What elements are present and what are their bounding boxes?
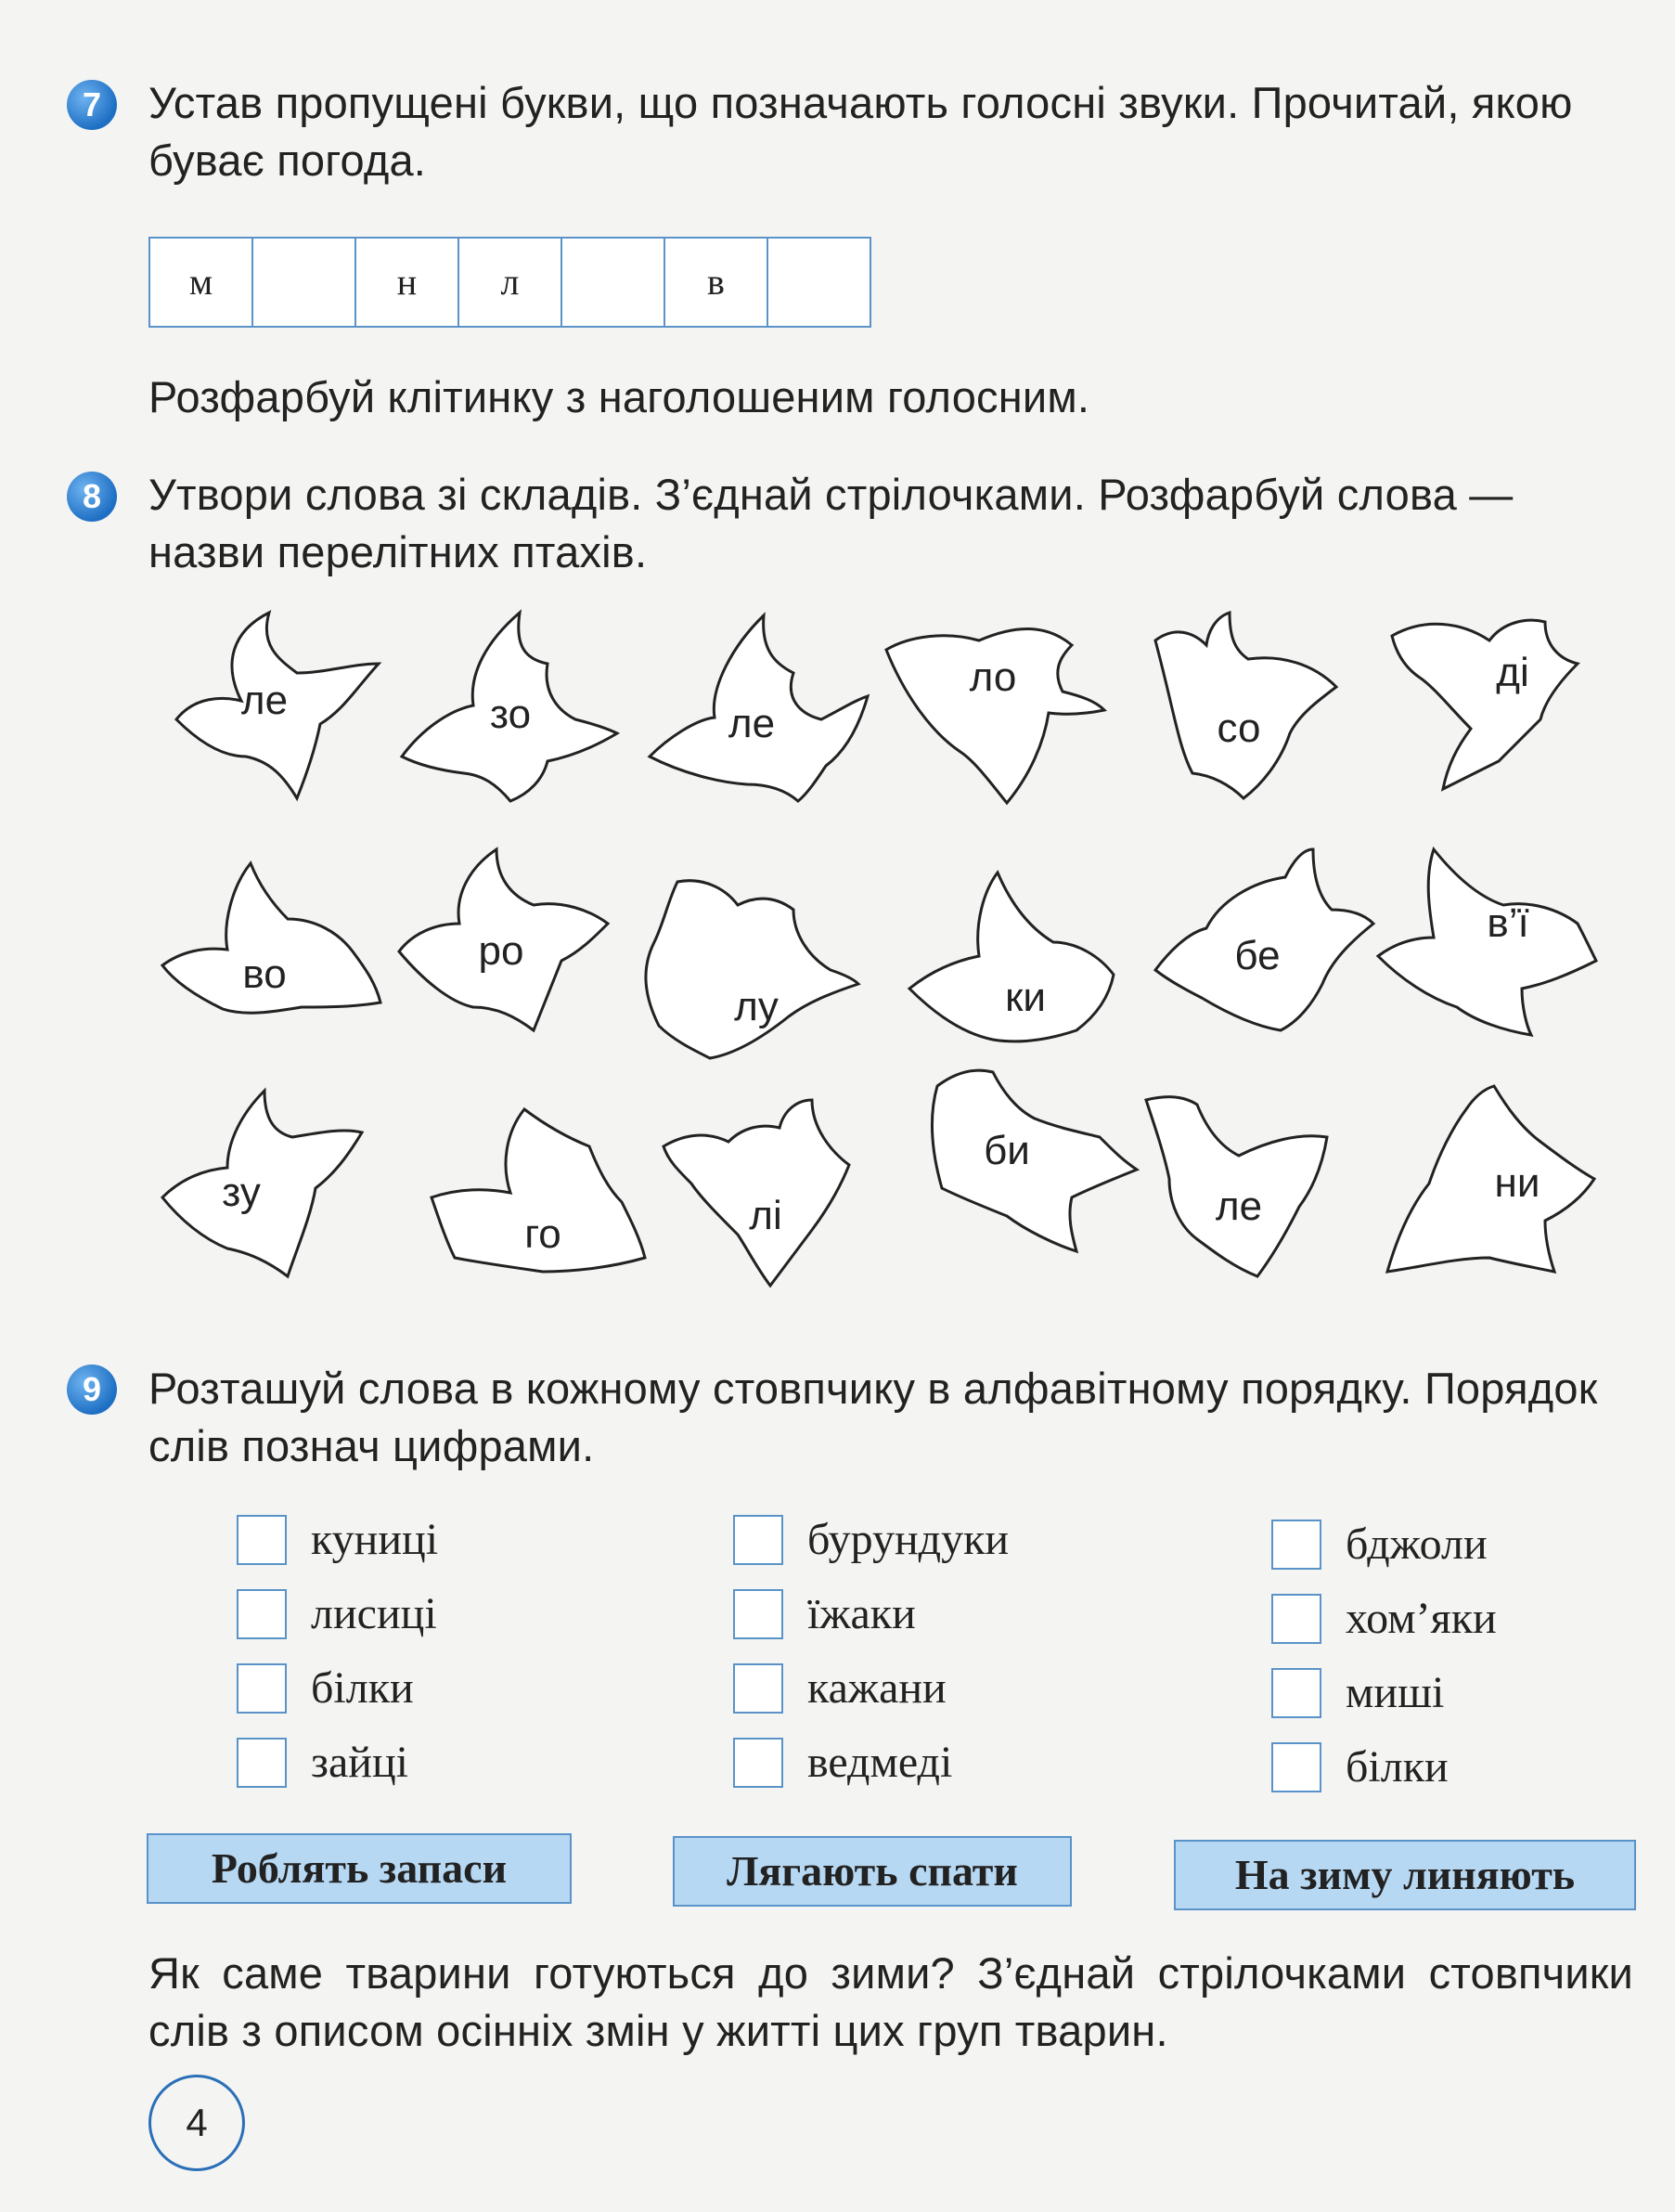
order-checkbox[interactable] (237, 1589, 287, 1639)
bird-card[interactable] (1383, 1081, 1605, 1276)
word-row (733, 1578, 1123, 1652)
order-checkbox[interactable] (733, 1515, 783, 1565)
category-box-sleep[interactable]: Лягають спати (673, 1836, 1072, 1907)
syllable-label: ді (1496, 650, 1529, 695)
word: білки (1346, 1742, 1449, 1792)
bird-card[interactable] (636, 868, 858, 1063)
word-row (1271, 1583, 1661, 1657)
category-box-stockpile[interactable]: Роблять запаси (147, 1833, 572, 1904)
bird-card[interactable] (158, 1086, 380, 1281)
task-7-badge: 7 (67, 80, 117, 130)
syllable-label: ки (1005, 975, 1046, 1020)
task-8-instruction: Утвори слова зі складів. З’єднай стрілочками. Розфарбуй слова — назви перелітних птахів. (148, 470, 1514, 576)
bird-card[interactable] (158, 849, 380, 1044)
letter-grid (148, 237, 871, 328)
bird-icon (636, 868, 858, 1063)
bird-card[interactable] (659, 1095, 882, 1290)
word: їжаки (807, 1589, 916, 1638)
letter-cell[interactable] (562, 239, 665, 326)
order-checkbox[interactable] (237, 1515, 287, 1565)
word-row (733, 1504, 1123, 1578)
page-number: 4 (148, 2075, 245, 2171)
task-7-instruction: Устав пропущені букви, що позначають голосні звуки. Прочитай, якою буває погода. (148, 78, 1573, 185)
syllable-label: зу (222, 1170, 261, 1215)
syllable-label: ле (240, 678, 289, 723)
word-row (237, 1504, 626, 1578)
letter-cell[interactable]: н (356, 239, 459, 326)
task-9-instruction: Розташуй слова в кожному стовпчику в алфавітному порядку. Порядок слів познач цифрами. (148, 1364, 1598, 1470)
bird-icon (1387, 608, 1610, 803)
bird-card[interactable] (394, 608, 617, 803)
bird-card[interactable] (1151, 845, 1373, 1040)
syllable-label: зо (489, 692, 532, 737)
order-checkbox[interactable] (733, 1663, 783, 1714)
bird-card[interactable] (882, 613, 1104, 808)
syllable-label: би (984, 1128, 1030, 1173)
bird-card[interactable] (1387, 608, 1610, 803)
word: бурундуки (807, 1515, 1010, 1564)
bird-card[interactable] (645, 608, 868, 803)
word: бджоли (1346, 1520, 1488, 1569)
word: миші (1346, 1668, 1445, 1717)
letter-cell[interactable] (253, 239, 356, 326)
order-checkbox[interactable] (733, 1589, 783, 1639)
syllable-label: ле (728, 701, 776, 746)
syllable-label: лі (749, 1193, 782, 1238)
bird-card[interactable] (1141, 608, 1364, 803)
bird-card[interactable] (394, 845, 617, 1040)
word-column-3 (1271, 1508, 1661, 1805)
syllable-label: ни (1494, 1160, 1540, 1206)
order-checkbox[interactable] (1271, 1594, 1321, 1644)
syllable-label: лу (734, 984, 779, 1029)
order-checkbox[interactable] (1271, 1742, 1321, 1792)
letter-cell[interactable]: в (665, 239, 768, 326)
order-checkbox[interactable] (733, 1738, 783, 1788)
order-checkbox[interactable] (237, 1738, 287, 1788)
bird-card[interactable] (905, 868, 1127, 1063)
category-box-molt[interactable]: На зиму линяють (1174, 1840, 1636, 1910)
word-row (1271, 1731, 1661, 1805)
syllable-label: ро (478, 928, 524, 974)
syllable-label: ле (1215, 1184, 1263, 1229)
letter-cell[interactable]: л (459, 239, 562, 326)
bird-card[interactable] (158, 608, 380, 803)
syllable-label: со (1217, 705, 1261, 751)
syllable-label: в’ї (1487, 900, 1529, 946)
word-row (1271, 1508, 1661, 1583)
word-column-2 (733, 1504, 1123, 1801)
order-checkbox[interactable] (237, 1663, 287, 1714)
syllable-label: бе (1234, 933, 1281, 978)
word-row (237, 1727, 626, 1801)
bird-card[interactable] (1373, 845, 1596, 1040)
word: ведмеді (807, 1738, 953, 1787)
syllable-label: во (242, 951, 287, 997)
word-row (733, 1652, 1123, 1727)
syllable-label: го (524, 1211, 561, 1257)
bird-icon (882, 613, 1104, 808)
bird-card[interactable] (914, 1058, 1137, 1253)
bird-card[interactable] (427, 1095, 650, 1290)
bird-icon (427, 1095, 650, 1290)
word: лисиці (311, 1589, 437, 1638)
word: хом’яки (1346, 1594, 1497, 1643)
word: куниці (311, 1515, 439, 1564)
syllable-label: ло (969, 654, 1017, 700)
word-column-1 (237, 1504, 626, 1801)
task-9-question: Як саме тварини готуються до зими? З’єднай стрілочками стовпчики слів з описом осінніх змін у житті цих груп тварин. (148, 1948, 1633, 2055)
word-row (1271, 1657, 1661, 1731)
word-row (733, 1727, 1123, 1801)
task-9-badge: 9 (67, 1365, 117, 1415)
letter-cell[interactable]: м (150, 239, 253, 326)
bird-icon (158, 849, 380, 1044)
word: зайці (311, 1738, 408, 1787)
order-checkbox[interactable] (1271, 1520, 1321, 1570)
word-row (237, 1652, 626, 1727)
task-8-badge: 8 (67, 472, 117, 522)
bird-card[interactable] (1141, 1086, 1364, 1281)
bird-syllables (148, 599, 1643, 1332)
task-7-coloring-instruction: Розфарбуй клітинку з наголошеним голосним. (148, 372, 1090, 421)
letter-cell[interactable] (768, 239, 870, 326)
bird-icon (905, 868, 1127, 1063)
word: кажани (807, 1663, 947, 1713)
word: білки (311, 1663, 414, 1713)
order-checkbox[interactable] (1271, 1668, 1321, 1718)
word-row (237, 1578, 626, 1652)
